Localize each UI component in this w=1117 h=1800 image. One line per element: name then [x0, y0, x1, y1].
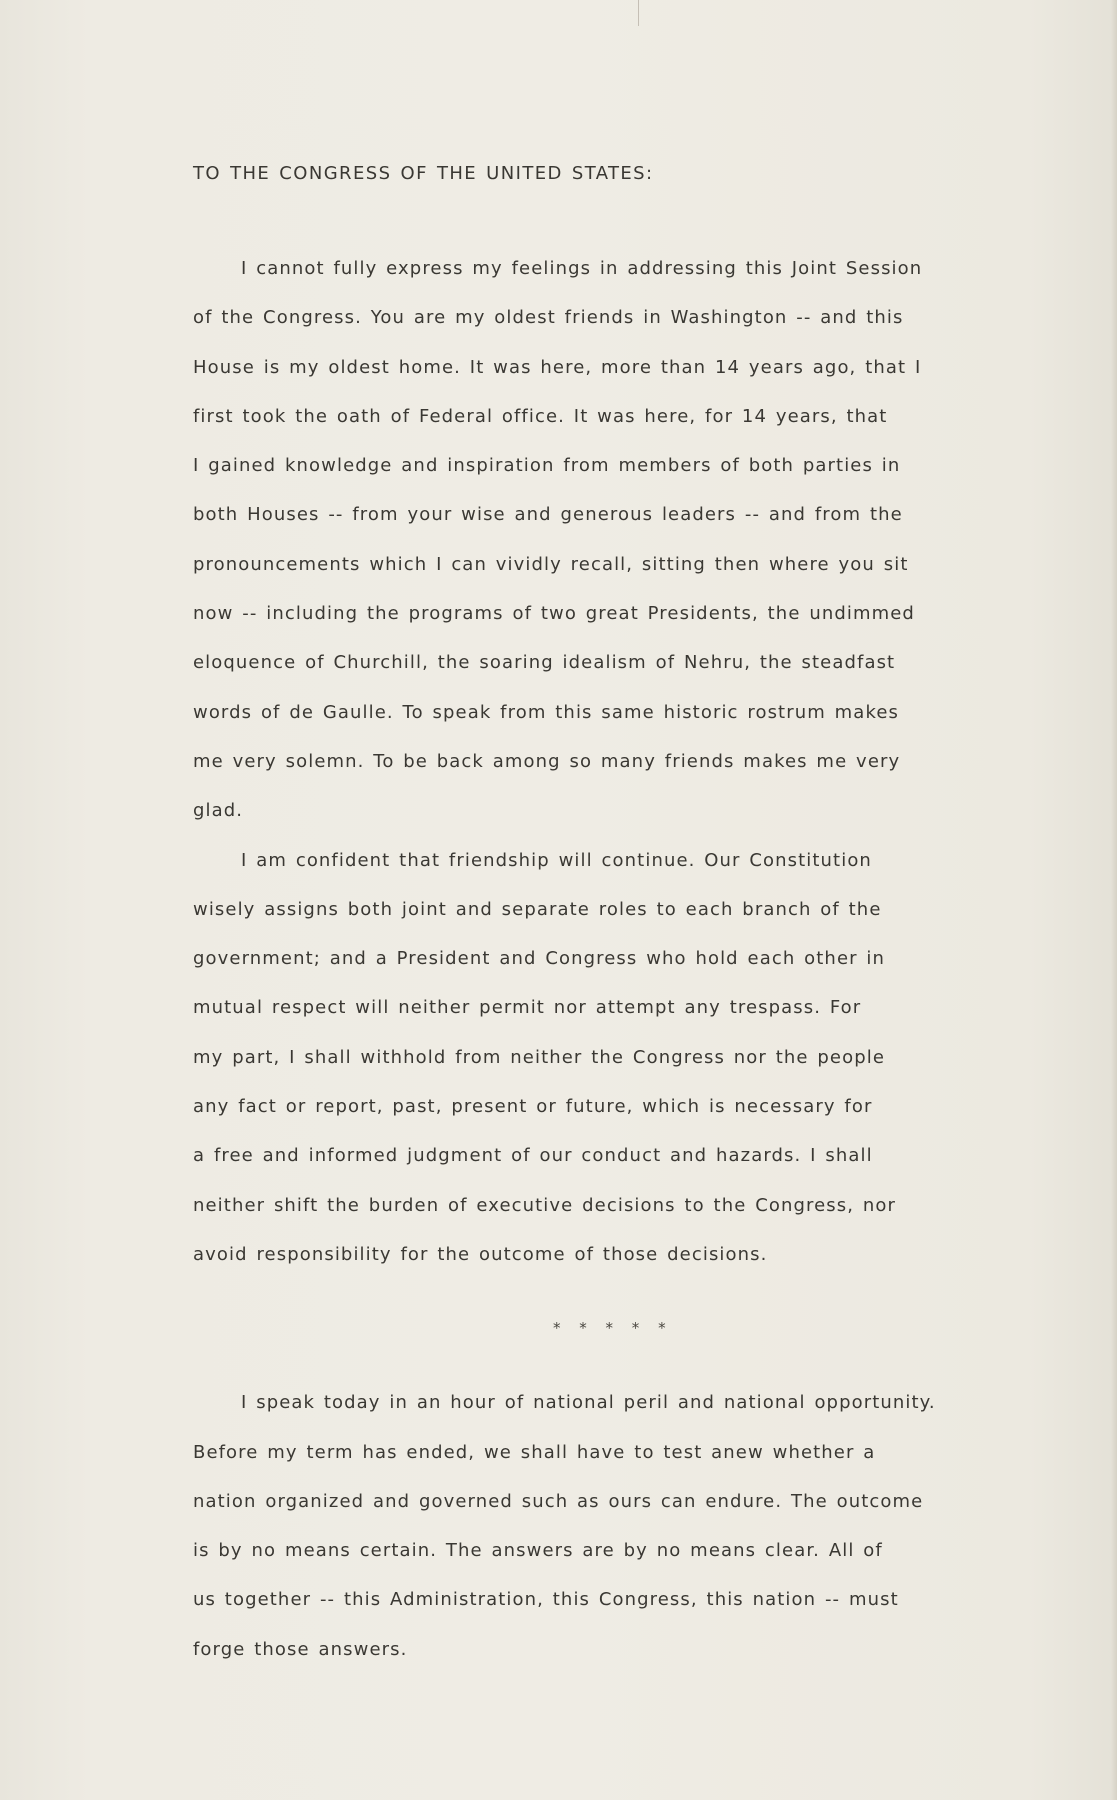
paper-edge-shadow	[1111, 0, 1117, 1800]
paper-crease	[638, 0, 639, 26]
text-line: I speak today in an hour of national peril and national opportunity.	[241, 1392, 936, 1414]
text-line: wisely assigns both joint and separate roles to each branch of the	[193, 898, 882, 920]
text-line: House is my oldest home. It was here, more than 14 years ago, that I	[193, 356, 922, 378]
text-line: government; and a President and Congress who hold each other in	[193, 948, 886, 970]
text-line: I am confident that friendship will continue. Our Constitution	[241, 849, 872, 871]
text-line: first took the oath of Federal office. It was here, for 14 years, that	[193, 405, 888, 427]
paragraph-1	[193, 244, 993, 836]
text-line: forge those answers.	[193, 1638, 408, 1660]
text-line: I cannot fully express my feelings in addressing this Joint Session	[241, 258, 923, 279]
text-line: glad.	[193, 800, 244, 822]
text-line: eloquence of Churchill, the soaring idealism of Nehru, the steadfast	[193, 652, 896, 674]
text-line: pronouncements which I can vividly recall, sitting then where you sit	[193, 553, 909, 575]
section-separator: * * * * *	[553, 1319, 672, 1338]
text-line: Before my term has ended, we shall have to test anew whether a	[193, 1441, 876, 1463]
text-line: any fact or report, past, present or future, which is necessary for	[193, 1096, 873, 1118]
paragraph-3	[193, 1378, 993, 1674]
text-line: is by no means certain. The answers are by no means clear. All of	[193, 1540, 883, 1562]
text-line: of the Congress. You are my oldest friends in Washington -- and this	[193, 307, 904, 329]
text-line: neither shift the burden of executive decisions to the Congress, nor	[193, 1194, 897, 1216]
text-line: me very solemn. To be back among so many friends makes me very	[193, 750, 901, 772]
text-line: nation organized and governed such as ours can endure. The outcome	[193, 1490, 924, 1512]
text-line: now -- including the programs of two great Presidents, the undimmed	[193, 603, 915, 625]
paragraph-2	[193, 836, 993, 1280]
text-line: mutual respect will neither permit nor attempt any trespass. For	[193, 997, 862, 1019]
text-line: avoid responsibility for the outcome of those decisions.	[193, 1243, 768, 1265]
salutation: TO THE CONGRESS OF THE UNITED STATES:	[193, 163, 654, 184]
text-line: both Houses -- from your wise and generous leaders -- and from the	[193, 504, 903, 526]
text-line: words of de Gaulle. To speak from this same historic rostrum makes	[193, 701, 899, 723]
text-line: I gained knowledge and inspiration from members of both parties in	[193, 455, 901, 477]
text-line: my part, I shall withhold from neither the Congress nor the people	[193, 1046, 886, 1068]
letter-body	[193, 156, 993, 1674]
text-line: a free and informed judgment of our conduct and hazards. I shall	[193, 1145, 873, 1167]
text-line: us together -- this Administration, this Congress, this nation -- must	[193, 1589, 899, 1611]
